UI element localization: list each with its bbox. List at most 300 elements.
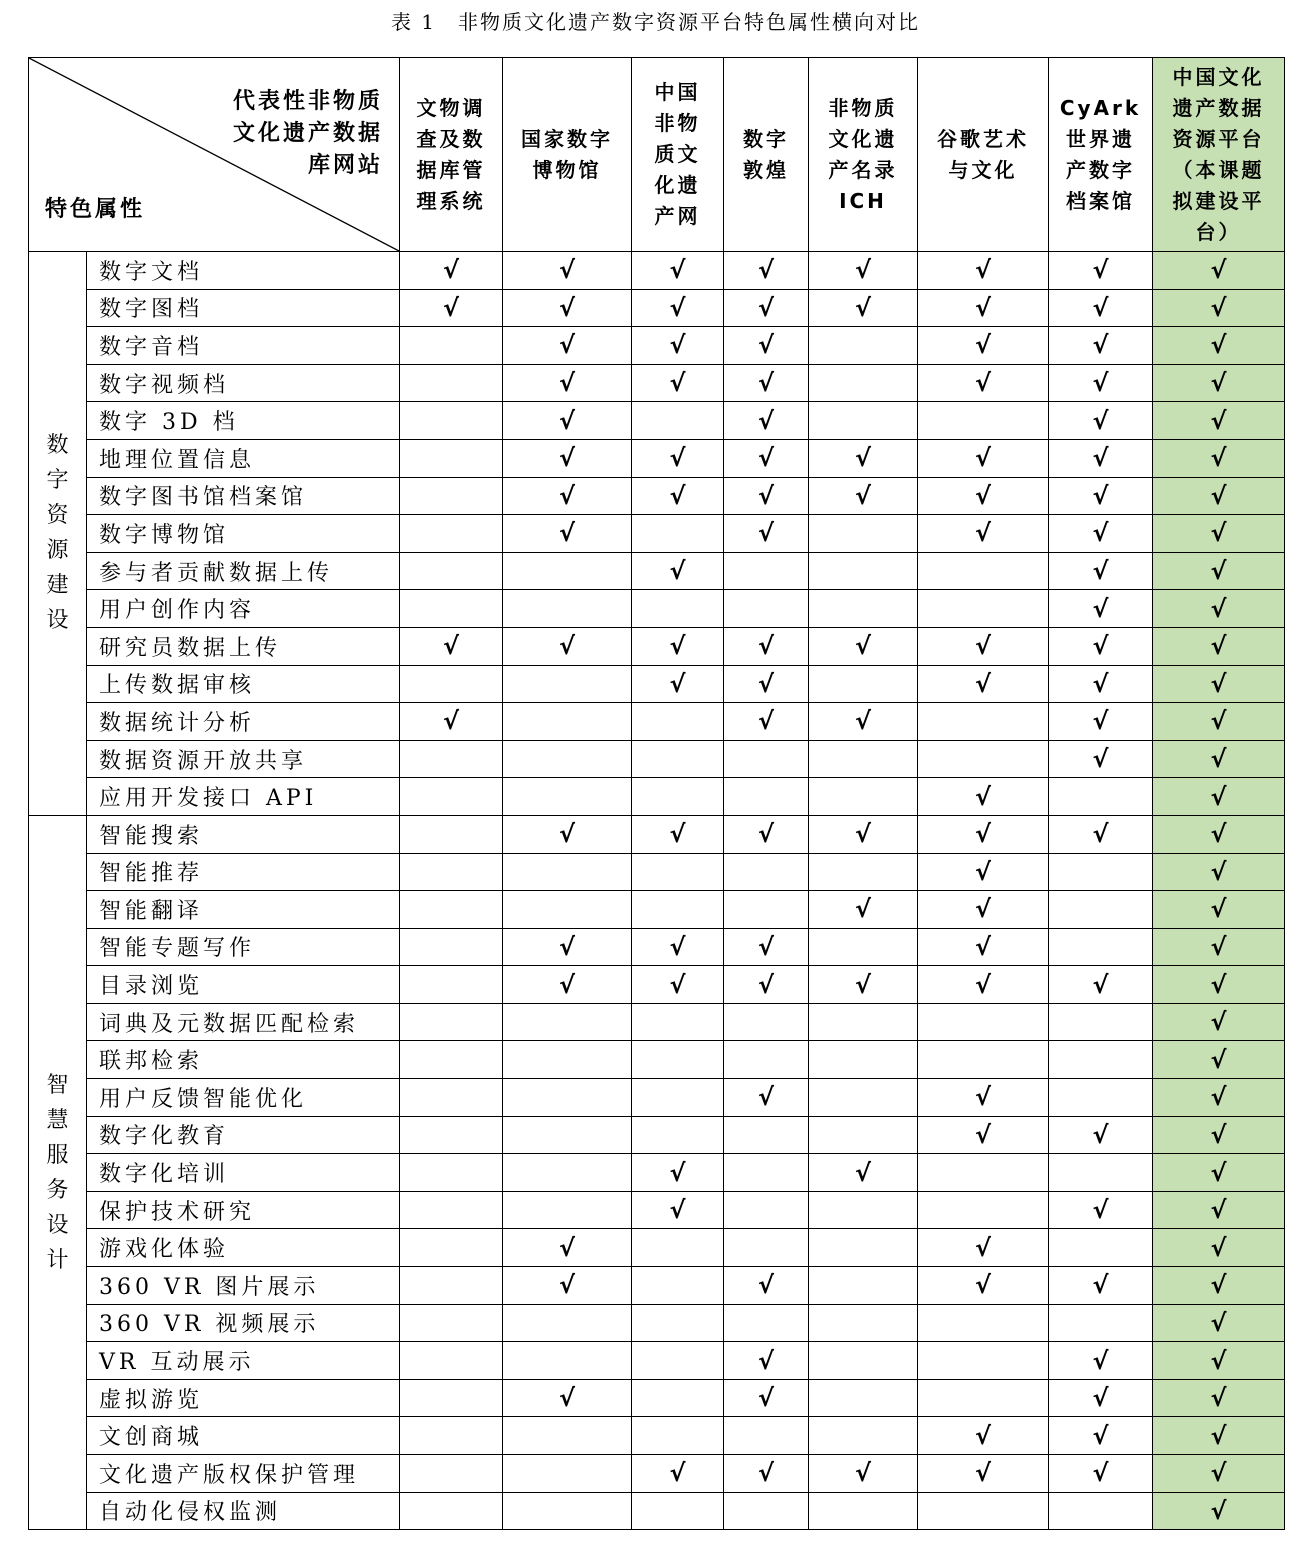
check-mark-icon: √ [669, 1196, 686, 1225]
check-mark-icon: √ [1210, 970, 1227, 999]
check-cell [918, 1304, 1049, 1342]
table-row [29, 627, 1285, 665]
feature-label: 数字博物馆 [87, 515, 400, 553]
check-mark-icon: √ [854, 293, 871, 322]
check-cell [918, 439, 1049, 477]
check-cell [632, 1079, 724, 1117]
check-cell [1153, 1455, 1285, 1493]
check-cell [400, 1229, 503, 1267]
check-cell [503, 590, 632, 628]
check-cell [1153, 1267, 1285, 1305]
check-cell [503, 1267, 632, 1305]
check-cell [918, 1229, 1049, 1267]
column-header-line: 遗产数据 [1172, 95, 1265, 120]
check-mark-icon: √ [558, 444, 575, 473]
check-mark-icon: √ [669, 331, 686, 360]
check-mark-icon: √ [1210, 256, 1227, 285]
check-mark-icon: √ [1092, 519, 1109, 548]
check-cell [1049, 1079, 1153, 1117]
check-mark-icon: √ [442, 632, 459, 661]
check-mark-icon: √ [974, 369, 991, 398]
corner-title-line: 库网站 [307, 153, 383, 178]
column-header [724, 58, 809, 252]
group-label: 数字资源建设 [46, 433, 69, 634]
check-cell [1049, 1003, 1153, 1041]
check-mark-icon: √ [1210, 1271, 1227, 1300]
check-cell [503, 1342, 632, 1380]
check-cell [400, 1342, 503, 1380]
check-cell [503, 1003, 632, 1041]
check-cell [809, 1379, 918, 1417]
column-header-line: ICH [839, 188, 887, 213]
check-cell [724, 1116, 809, 1154]
check-cell [724, 1455, 809, 1493]
check-cell [400, 665, 503, 703]
check-cell [503, 1191, 632, 1229]
check-cell [1049, 928, 1153, 966]
column-header-line: 产网 [654, 204, 701, 228]
column-header [503, 58, 632, 252]
check-cell [724, 853, 809, 891]
check-mark-icon: √ [1092, 256, 1109, 285]
column-header-line: 谷歌艺术 [937, 126, 1029, 151]
check-cell [400, 778, 503, 816]
check-mark-icon: √ [1210, 782, 1227, 811]
check-cell [809, 1229, 918, 1267]
check-cell [503, 364, 632, 402]
check-cell [632, 740, 724, 778]
check-cell [632, 1229, 724, 1267]
check-mark-icon: √ [757, 932, 774, 961]
check-cell [632, 590, 724, 628]
feature-label: 文化遗产版权保护管理 [87, 1455, 400, 1493]
check-mark-icon: √ [558, 331, 575, 360]
check-mark-icon: √ [1092, 632, 1109, 661]
check-mark-icon: √ [669, 1158, 686, 1187]
check-cell [1153, 853, 1285, 891]
check-mark-icon: √ [1210, 932, 1227, 961]
check-cell [1049, 627, 1153, 665]
check-cell [918, 1492, 1049, 1530]
table-row [29, 778, 1285, 816]
check-cell [632, 252, 724, 290]
feature-label: 文创商城 [87, 1417, 400, 1455]
check-cell [1153, 703, 1285, 741]
check-cell [1049, 402, 1153, 440]
check-cell [400, 1267, 503, 1305]
check-cell [809, 252, 918, 290]
check-cell [503, 1229, 632, 1267]
table-row [29, 590, 1285, 628]
check-cell [918, 740, 1049, 778]
check-mark-icon: √ [757, 1384, 774, 1413]
check-mark-icon: √ [1210, 519, 1227, 548]
check-mark-icon: √ [1210, 406, 1227, 435]
check-cell [724, 627, 809, 665]
check-cell [1049, 1379, 1153, 1417]
table-row [29, 853, 1285, 891]
check-cell [724, 1229, 809, 1267]
feature-label: 数字音档 [87, 327, 400, 365]
check-cell [1153, 1492, 1285, 1530]
check-mark-icon: √ [558, 1233, 575, 1262]
check-mark-icon: √ [1210, 857, 1227, 886]
check-mark-icon: √ [974, 1083, 991, 1112]
group-label-cell [29, 252, 87, 816]
feature-label: 游戏化体验 [87, 1229, 400, 1267]
check-mark-icon: √ [558, 406, 575, 435]
check-cell [503, 439, 632, 477]
check-mark-icon: √ [757, 632, 774, 661]
check-cell [632, 928, 724, 966]
check-cell [918, 815, 1049, 853]
check-cell [632, 1191, 724, 1229]
check-cell [400, 1492, 503, 1530]
column-header-line: 资源平台 [1172, 126, 1265, 151]
check-mark-icon: √ [1210, 557, 1227, 586]
check-cell [809, 1492, 918, 1530]
check-cell [632, 1417, 724, 1455]
check-mark-icon: √ [1092, 745, 1109, 774]
check-mark-icon: √ [1210, 1421, 1227, 1450]
check-mark-icon: √ [974, 256, 991, 285]
check-cell [918, 1267, 1049, 1305]
check-mark-icon: √ [1092, 331, 1109, 360]
check-cell [1153, 590, 1285, 628]
check-mark-icon: √ [669, 557, 686, 586]
check-cell [503, 327, 632, 365]
check-cell [724, 1079, 809, 1117]
check-cell [1153, 1154, 1285, 1192]
check-cell [918, 477, 1049, 515]
check-cell [503, 1379, 632, 1417]
feature-label: 数字化教育 [87, 1116, 400, 1154]
check-cell [503, 1079, 632, 1117]
table-row [29, 1079, 1285, 1117]
column-header-line: 理系统 [416, 188, 486, 213]
column-header-line: 世界遗 [1066, 126, 1135, 151]
check-mark-icon: √ [669, 820, 686, 849]
check-cell [503, 1492, 632, 1530]
check-cell [632, 665, 724, 703]
check-cell [632, 1379, 724, 1417]
check-cell [724, 891, 809, 929]
check-cell [809, 1079, 918, 1117]
feature-label: 联邦检索 [87, 1041, 400, 1079]
check-mark-icon: √ [757, 1083, 774, 1112]
check-cell [503, 289, 632, 327]
check-mark-icon: √ [757, 293, 774, 322]
check-cell [632, 778, 724, 816]
column-header-line: （本课题 [1172, 157, 1265, 182]
check-mark-icon: √ [854, 256, 871, 285]
check-cell [724, 252, 809, 290]
check-cell [724, 1492, 809, 1530]
check-cell [632, 966, 724, 1004]
check-mark-icon: √ [1092, 970, 1109, 999]
table-row [29, 402, 1285, 440]
check-cell [1153, 966, 1285, 1004]
check-mark-icon: √ [669, 369, 686, 398]
column-header [1153, 58, 1285, 252]
check-cell [809, 590, 918, 628]
check-mark-icon: √ [1210, 1120, 1227, 1149]
column-header-line: 中国文化 [1172, 64, 1265, 89]
check-cell [809, 1003, 918, 1041]
feature-label: 360 VR 图片展示 [87, 1267, 400, 1305]
check-mark-icon: √ [1092, 444, 1109, 473]
column-header-line: 数字 [743, 126, 789, 151]
check-cell [1153, 627, 1285, 665]
column-header-line: 国家数字 [521, 126, 613, 151]
check-cell [724, 1417, 809, 1455]
check-cell [1049, 1116, 1153, 1154]
check-cell [1049, 1229, 1153, 1267]
check-cell [503, 853, 632, 891]
feature-label: 数字文档 [87, 252, 400, 290]
check-cell [724, 1342, 809, 1380]
check-cell [809, 740, 918, 778]
check-cell [918, 665, 1049, 703]
check-cell [1153, 1116, 1285, 1154]
check-cell [503, 928, 632, 966]
check-cell [1153, 1229, 1285, 1267]
check-cell [1153, 252, 1285, 290]
column-header-line: 非物质 [828, 95, 898, 120]
check-cell [724, 1379, 809, 1417]
check-mark-icon: √ [1210, 293, 1227, 322]
check-mark-icon: √ [1210, 669, 1227, 698]
check-mark-icon: √ [854, 820, 871, 849]
check-cell [400, 552, 503, 590]
table-row [29, 364, 1285, 402]
check-cell [400, 815, 503, 853]
feature-label: 应用开发接口 API [87, 778, 400, 816]
check-cell [724, 703, 809, 741]
table-row [29, 1267, 1285, 1305]
feature-label: 数字 3D 档 [87, 402, 400, 440]
check-cell [1153, 1079, 1285, 1117]
check-cell [918, 966, 1049, 1004]
check-mark-icon: √ [757, 970, 774, 999]
check-cell [918, 1041, 1049, 1079]
check-cell [400, 853, 503, 891]
header-row [29, 58, 1285, 252]
check-cell [503, 515, 632, 553]
feature-label: 用户反馈智能优化 [87, 1079, 400, 1117]
group-label-cell [29, 815, 87, 1529]
table-row [29, 1229, 1285, 1267]
group-label: 智慧服务设计 [46, 1072, 69, 1273]
check-mark-icon: √ [1092, 1421, 1109, 1450]
check-cell [724, 1191, 809, 1229]
check-cell [632, 477, 724, 515]
check-cell [1153, 815, 1285, 853]
check-cell [1153, 1379, 1285, 1417]
check-mark-icon: √ [1210, 1045, 1227, 1074]
check-mark-icon: √ [854, 707, 871, 736]
column-header-line: 台） [1195, 219, 1242, 244]
check-cell [724, 778, 809, 816]
check-cell [809, 439, 918, 477]
check-cell [400, 289, 503, 327]
check-cell [918, 252, 1049, 290]
check-cell [1049, 853, 1153, 891]
check-cell [400, 891, 503, 929]
check-cell [918, 703, 1049, 741]
check-mark-icon: √ [854, 444, 871, 473]
check-cell [503, 891, 632, 929]
check-mark-icon: √ [974, 1459, 991, 1488]
check-cell [1153, 477, 1285, 515]
check-cell [632, 552, 724, 590]
check-mark-icon: √ [757, 707, 774, 736]
check-cell [809, 703, 918, 741]
column-header-line: 敦煌 [743, 157, 789, 182]
check-cell [632, 327, 724, 365]
check-mark-icon: √ [974, 782, 991, 811]
check-cell [632, 402, 724, 440]
check-mark-icon: √ [442, 293, 459, 322]
check-cell [400, 928, 503, 966]
check-mark-icon: √ [558, 1384, 575, 1413]
check-cell [809, 778, 918, 816]
check-cell [503, 1455, 632, 1493]
check-cell [632, 703, 724, 741]
check-cell [400, 1379, 503, 1417]
check-mark-icon: √ [757, 331, 774, 360]
check-cell [632, 853, 724, 891]
check-mark-icon: √ [757, 820, 774, 849]
check-cell [809, 1267, 918, 1305]
check-mark-icon: √ [669, 669, 686, 698]
check-mark-icon: √ [757, 1459, 774, 1488]
check-cell [503, 477, 632, 515]
check-mark-icon: √ [558, 820, 575, 849]
check-mark-icon: √ [558, 932, 575, 961]
check-mark-icon: √ [974, 1120, 991, 1149]
check-cell [918, 778, 1049, 816]
check-mark-icon: √ [974, 1271, 991, 1300]
check-mark-icon: √ [757, 519, 774, 548]
check-cell [632, 515, 724, 553]
check-cell [632, 891, 724, 929]
check-cell [1049, 552, 1153, 590]
check-mark-icon: √ [669, 632, 686, 661]
check-mark-icon: √ [1210, 1158, 1227, 1187]
feature-label: 数据统计分析 [87, 703, 400, 741]
table-caption: 表 1 非物质文化遗产数字资源平台特色属性横向对比 [390, 10, 921, 34]
check-cell [1153, 364, 1285, 402]
table-row [29, 1003, 1285, 1041]
column-header-line: 质文 [654, 142, 701, 166]
check-cell [918, 1079, 1049, 1117]
check-cell [918, 1191, 1049, 1229]
check-cell [918, 515, 1049, 553]
check-cell [724, 665, 809, 703]
feature-label: 360 VR 视频展示 [87, 1304, 400, 1342]
check-cell [918, 1154, 1049, 1192]
table-row [29, 515, 1285, 553]
check-mark-icon: √ [442, 256, 459, 285]
check-cell [400, 327, 503, 365]
check-cell [918, 853, 1049, 891]
check-cell [632, 815, 724, 853]
check-cell [918, 1003, 1049, 1041]
check-mark-icon: √ [1092, 820, 1109, 849]
check-cell [400, 966, 503, 1004]
check-mark-icon: √ [1210, 632, 1227, 661]
check-mark-icon: √ [974, 331, 991, 360]
check-mark-icon: √ [1210, 1346, 1227, 1375]
check-mark-icon: √ [669, 481, 686, 510]
check-mark-icon: √ [974, 932, 991, 961]
check-cell [503, 815, 632, 853]
check-mark-icon: √ [1092, 707, 1109, 736]
check-mark-icon: √ [558, 481, 575, 510]
check-cell [809, 966, 918, 1004]
check-cell [400, 740, 503, 778]
check-cell [1049, 327, 1153, 365]
feature-label: 智能专题写作 [87, 928, 400, 966]
check-cell [503, 552, 632, 590]
table-row [29, 1116, 1285, 1154]
check-mark-icon: √ [558, 632, 575, 661]
check-cell [918, 364, 1049, 402]
table-row [29, 1492, 1285, 1530]
table-row [29, 1417, 1285, 1455]
check-cell [809, 364, 918, 402]
feature-label: 数字视频档 [87, 364, 400, 402]
check-cell [918, 1379, 1049, 1417]
check-cell [724, 327, 809, 365]
feature-label: 智能翻译 [87, 891, 400, 929]
check-mark-icon: √ [1210, 1233, 1227, 1262]
check-cell [400, 1304, 503, 1342]
check-mark-icon: √ [974, 632, 991, 661]
table-row [29, 1342, 1285, 1380]
column-header-line: 查及数 [416, 126, 486, 151]
check-cell [503, 1154, 632, 1192]
check-cell [724, 1304, 809, 1342]
check-cell [724, 402, 809, 440]
corner-row-title: 特色属性 [45, 197, 146, 222]
feature-label: 智能推荐 [87, 853, 400, 891]
check-cell [809, 853, 918, 891]
check-mark-icon: √ [757, 1346, 774, 1375]
check-cell [1049, 590, 1153, 628]
corner-header-cell [29, 58, 400, 252]
column-header [400, 58, 503, 252]
check-mark-icon: √ [854, 970, 871, 999]
check-cell [503, 665, 632, 703]
check-cell [809, 665, 918, 703]
column-header-line: 中国 [654, 80, 701, 104]
check-mark-icon: √ [757, 406, 774, 435]
column-header-line: 档案馆 [1066, 188, 1135, 213]
check-mark-icon: √ [1092, 293, 1109, 322]
table-row [29, 703, 1285, 741]
check-mark-icon: √ [757, 369, 774, 398]
check-mark-icon: √ [974, 1233, 991, 1262]
check-mark-icon: √ [1210, 1083, 1227, 1112]
check-cell [1049, 778, 1153, 816]
check-cell [400, 1191, 503, 1229]
check-cell [1049, 703, 1153, 741]
check-cell [1153, 1342, 1285, 1380]
check-cell [918, 627, 1049, 665]
check-mark-icon: √ [1210, 1459, 1227, 1488]
